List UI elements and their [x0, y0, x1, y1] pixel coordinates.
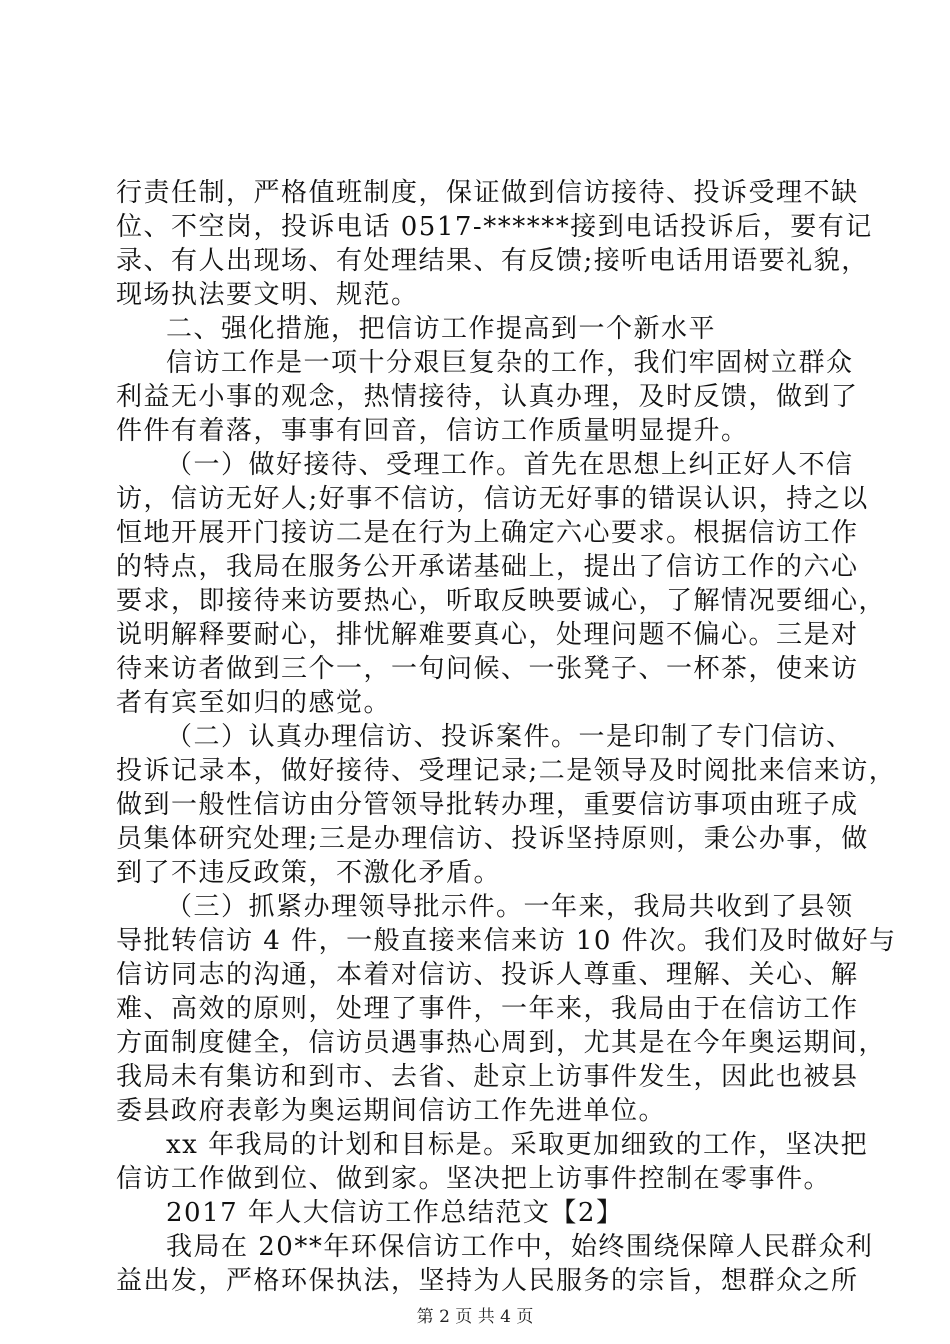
- text-line: 益出发，严格环保执法，坚持为人民服务的宗旨，想群众之所: [116, 1266, 859, 1296]
- text-line: 导批转信访 4 件，一般直接来信来访 10 件次。我们及时做好与: [116, 926, 897, 956]
- text-line: 信访工作是一项十分艰巨复杂的工作，我们牢固树立群众: [166, 348, 854, 378]
- text-line: 说明解释要耐心，排忧解难要真心，处理问题不偏心。三是对: [116, 620, 859, 650]
- text-line: 待来访者做到三个一，一句问候、一张凳子、一杯茶，使来访: [116, 654, 859, 684]
- text-line: 方面制度健全，信访员遇事热心周到，尤其是在今年奥运期间，: [116, 1028, 887, 1058]
- text-line: 要求，即接待来访要热心，听取反映要诚心，了解情况要细心，: [116, 586, 887, 616]
- text-line: 到了不违反政策，不激化矛盾。: [116, 858, 502, 888]
- section-heading: 二、强化措施，把信访工作提高到一个新水平: [166, 314, 717, 344]
- text-line: 利益无小事的观念，热情接待，认真办理，及时反馈，做到了: [116, 382, 859, 412]
- text-line: 做到一般性信访由分管领导批转办理，重要信访事项由班子成: [116, 790, 859, 820]
- text-line: 难、高效的原则，处理了事件，一年来，我局由于在信访工作: [116, 994, 859, 1024]
- text-line: （一）做好接待、受理工作。首先在思想上纠正好人不信: [166, 450, 854, 480]
- text-line: 访，信访无好人;好事不信访，信访无好事的错误认识，持之以: [116, 484, 869, 514]
- text-line: 者有宾至如归的感觉。: [116, 688, 392, 718]
- text-line: 委县政府表彰为奥运期间信访工作先进单位。: [116, 1096, 667, 1126]
- page-number: 第 2 页 共 4 页: [416, 1307, 534, 1327]
- text-line: 的特点，我局在服务公开承诺基础上，提出了信访工作的六心: [116, 552, 859, 582]
- text-line: 信访同志的沟通，本着对信访、投诉人尊重、理解、关心、解: [116, 960, 859, 990]
- text-line: 录、有人出现场、有处理结果、有反馈;接听电话用语要礼貌，: [116, 246, 869, 276]
- text-line: xx 年我局的计划和目标是。采取更加细致的工作，坚决把: [166, 1130, 869, 1160]
- text-line: 信访工作做到位、做到家。坚决把上访事件控制在零事件。: [116, 1164, 832, 1194]
- text-line: 件件有着落，事事有回音，信访工作质量明显提升。: [116, 416, 749, 446]
- text-line: 行责任制，严格值班制度，保证做到信访接待、投诉受理不缺: [116, 178, 859, 208]
- text-line: （二）认真办理信访、投诉案件。一是印制了专门信访、: [166, 722, 854, 752]
- text-line: 员集体研究处理;三是办理信访、投诉坚持原则，秉公办事，做: [116, 824, 869, 854]
- text-line: 投诉记录本，做好接待、受理记录;二是领导及时阅批来信来访，: [116, 756, 897, 786]
- text-line: 恒地开展开门接访二是在行为上确定六心要求。根据信访工作: [116, 518, 859, 548]
- text-line: （三）抓紧办理领导批示件。一年来，我局共收到了县领: [166, 892, 854, 922]
- text-line: 位、不空岗，投诉电话 0517-******接到电话投诉后，要有记: [116, 212, 873, 242]
- text-line: 现场执法要文明、规范。: [116, 280, 419, 310]
- text-line: 我局未有集访和到市、去省、赴京上访事件发生，因此也被县: [116, 1062, 859, 1092]
- section-heading: 2017 年人大信访工作总结范文【2】: [166, 1198, 624, 1228]
- text-line: 我局在 20**年环保信访工作中，始终围绕保障人民群众利: [166, 1232, 874, 1262]
